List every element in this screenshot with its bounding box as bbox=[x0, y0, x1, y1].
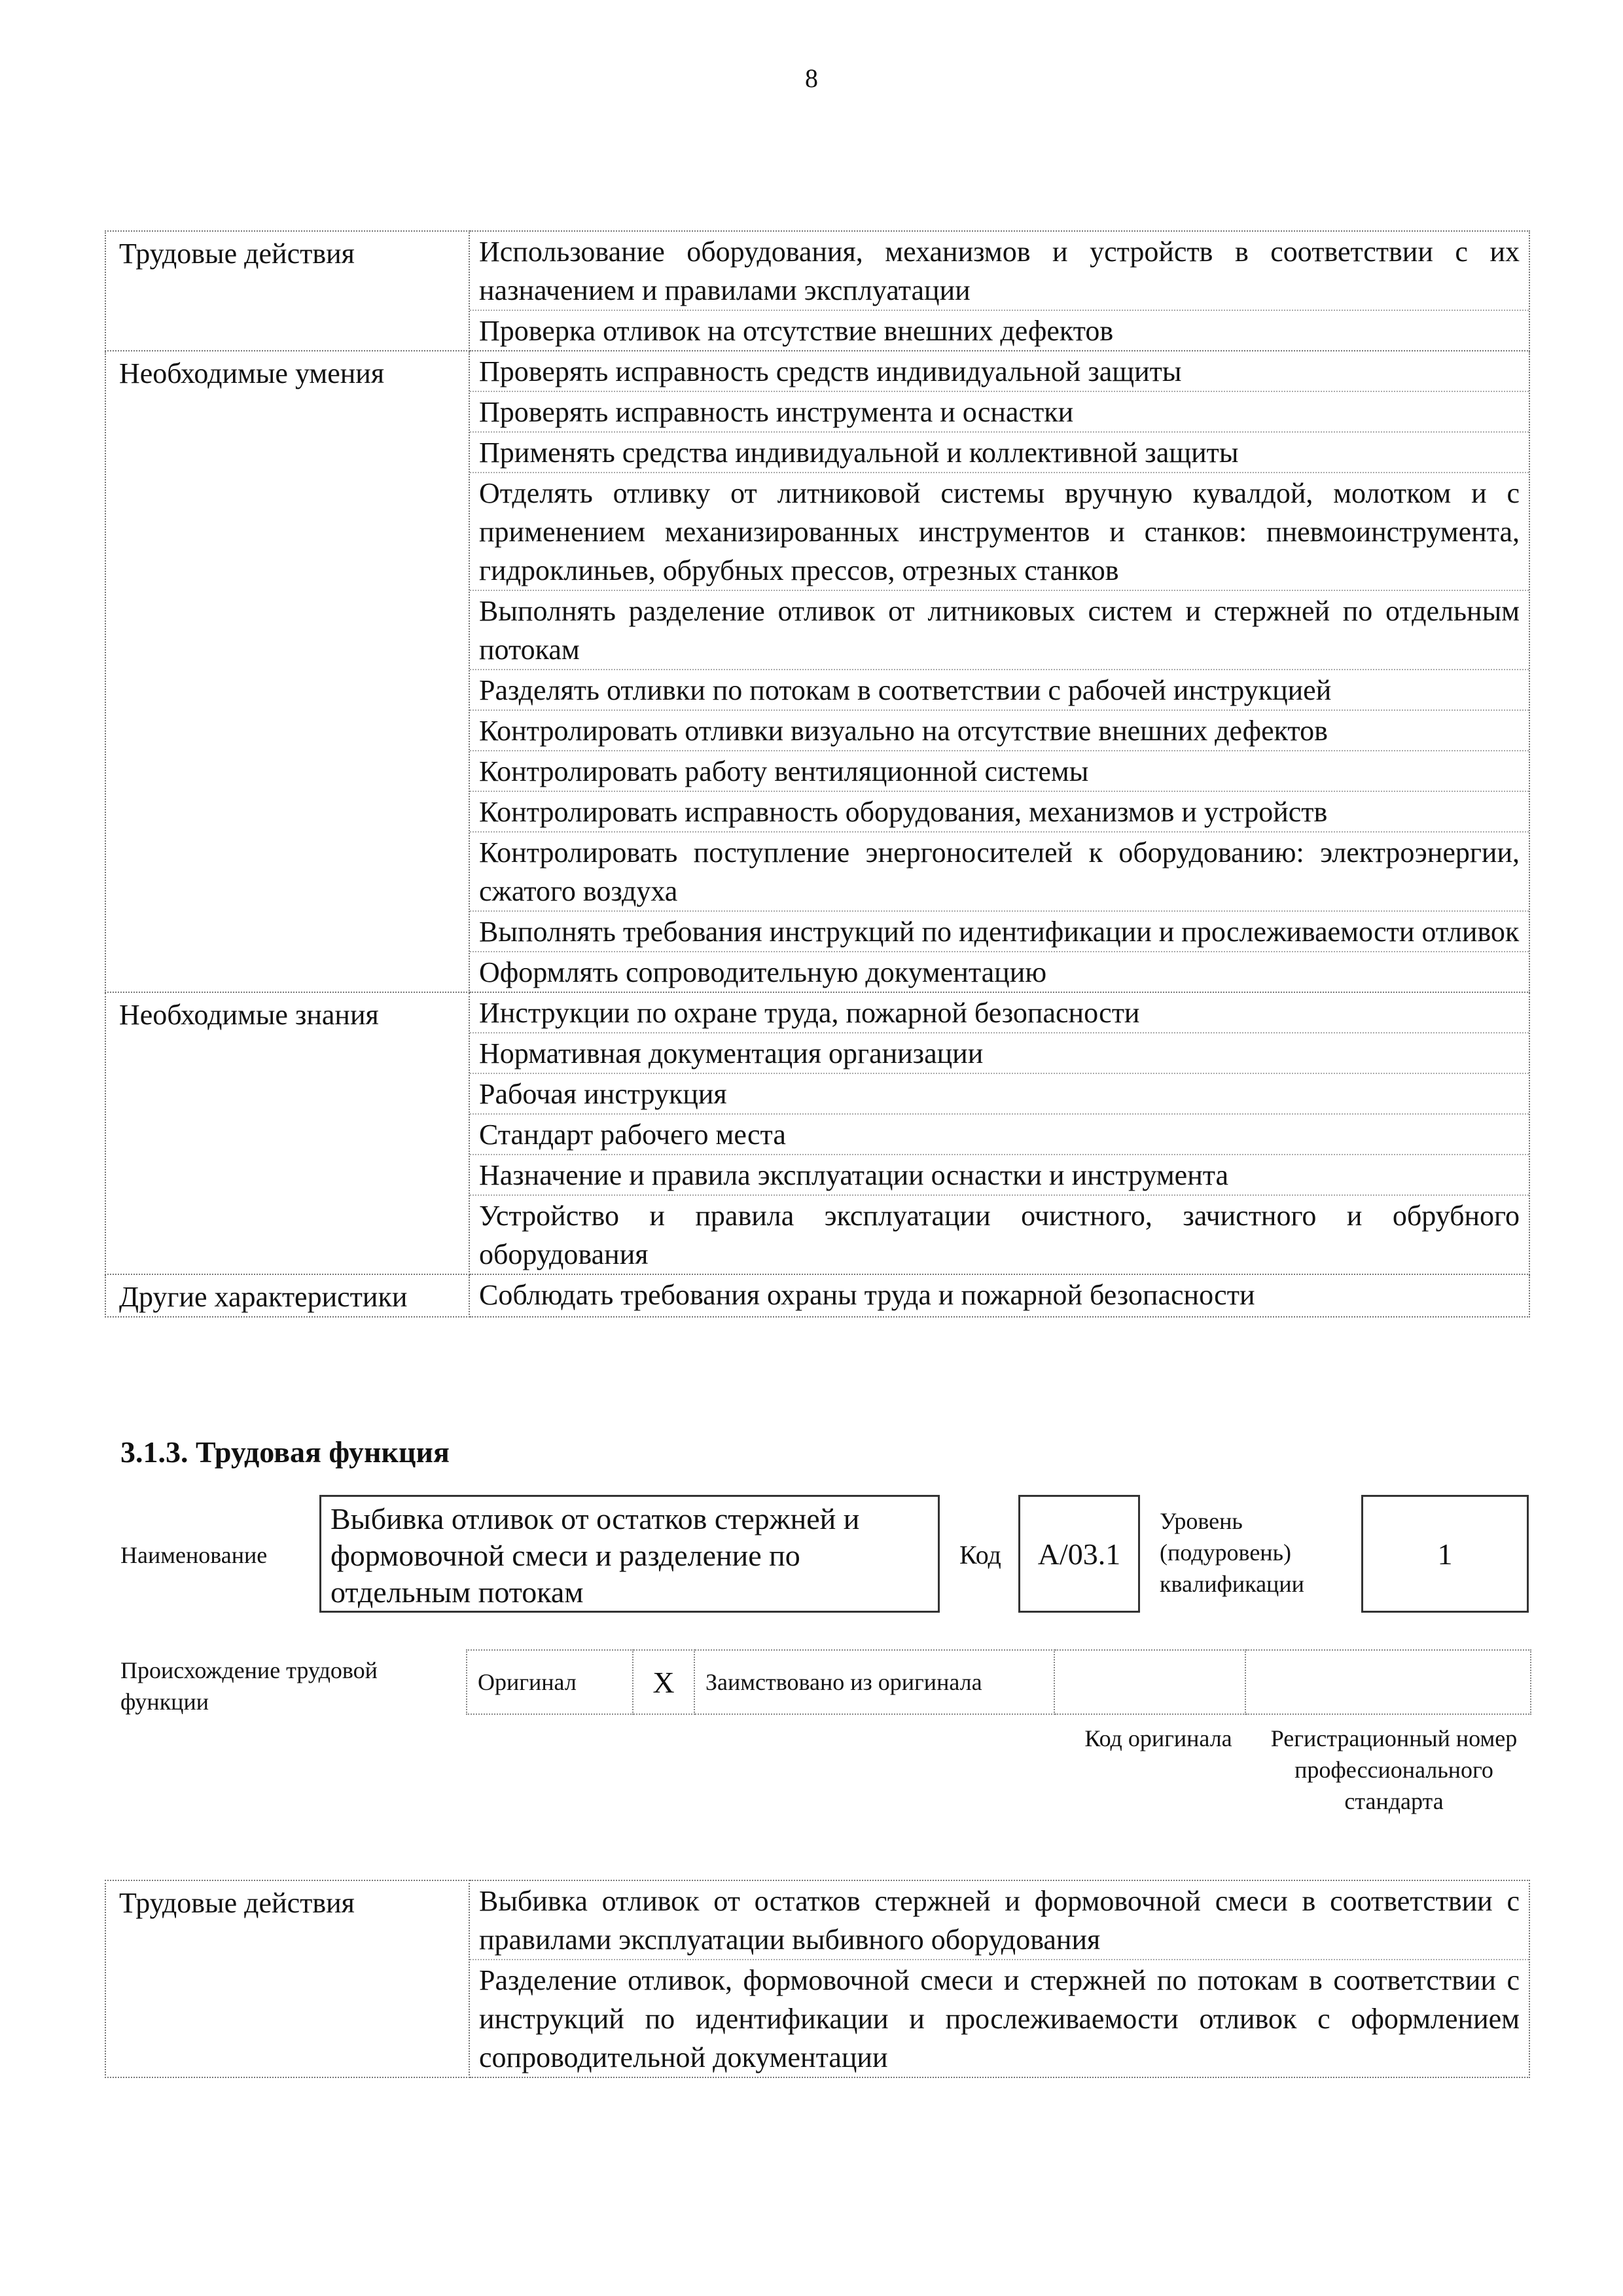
list-item: Разделение отливок, формовочной смеси и стержней по потокам в соответствии с инструкций по идентификации и прослеживаемости отливок с оформлением сопроводительной документации bbox=[479, 1964, 1520, 2073]
borrowed-cell: Заимствовано из оригинала bbox=[694, 1650, 1054, 1714]
original-mark: X bbox=[633, 1650, 694, 1714]
list-item: Оформлять сопроводительную документацию bbox=[479, 956, 1047, 988]
list-item: Использование оборудования, механизмов и устройств в соответствии с их назначением и правилами эксплуатации bbox=[470, 232, 1529, 311]
level-label: Уровень (подуровень) квалификации bbox=[1160, 1508, 1304, 1597]
list-item: Проверять исправность инструмента и оснастки bbox=[470, 392, 1529, 433]
list-item: Контролировать поступление энергоносителей к оборудованию: электроэнергии, сжатого воздуха bbox=[470, 833, 1529, 912]
page-number: 8 bbox=[805, 63, 818, 93]
list-item: Инструкции по охране труда, пожарной безопасности bbox=[470, 993, 1529, 1033]
list-item: Назначение и правила эксплуатации оснастки и инструмента bbox=[470, 1155, 1529, 1196]
list-item: Выполнять требования инструкций по идентификации и прослеживаемости отливок bbox=[470, 912, 1529, 952]
labor-function-table-2 bbox=[105, 1880, 1530, 2078]
list-item: Контролировать работу вентиляционной системы bbox=[470, 751, 1529, 792]
row-label: Трудовые действия bbox=[105, 231, 469, 351]
list-item: Нормативная документация организации bbox=[470, 1033, 1529, 1074]
table-row bbox=[105, 231, 1529, 351]
table-row bbox=[105, 1880, 1529, 2077]
list-item: Проверять исправность средств индивидуальной защиты bbox=[470, 351, 1529, 392]
section-title: 3.1.3. Трудовая функция bbox=[120, 1435, 450, 1469]
original-code-cell bbox=[1054, 1650, 1245, 1714]
labor-function-table-1 bbox=[105, 230, 1530, 1318]
list-item: Соблюдать требования охраны труда и пожарной безопасности bbox=[479, 1279, 1255, 1311]
function-name-box: Выбивка отливок от остатков стержней и формовочной смеси и разделение по отдельным потокам bbox=[319, 1495, 940, 1613]
table-row bbox=[105, 351, 1529, 992]
list-item: Проверка отливок на отсутствие внешних дефектов bbox=[479, 315, 1114, 347]
list-item: Стандарт рабочего места bbox=[470, 1115, 1529, 1155]
list-item: Применять средства индивидуальной и коллективной защиты bbox=[470, 433, 1529, 473]
original-cell: Оригинал bbox=[467, 1650, 633, 1714]
origin-table bbox=[466, 1649, 1531, 1715]
list-item: Контролировать отливки визуально на отсутствие внешних дефектов bbox=[470, 711, 1529, 751]
qualification-level-box: 1 bbox=[1361, 1495, 1529, 1613]
list-item: Отделять отливку от литниковой системы вручную кувалдой, молотком и с применением механизированных инструментов и станков: пневмоинструмента, гидроклиньев, обрубных прессов, отрезных станков bbox=[470, 473, 1529, 591]
code-original-caption: Код оригинала bbox=[1084, 1725, 1232, 1751]
registration-number-caption: Регистрационный номер профессионального стандарта bbox=[1270, 1725, 1518, 1814]
list-item: Выбивка отливок от остатков стержней и формовочной смеси в соответствии с правилами эксплуатации выбивного оборудования bbox=[470, 1881, 1529, 1960]
list-item: Выполнять разделение отливок от литниковых систем и стержней по отдельным потокам bbox=[470, 591, 1529, 670]
list-item: Контролировать исправность оборудования, механизмов и устройств bbox=[470, 792, 1529, 833]
table-row bbox=[105, 992, 1529, 1274]
list-item: Разделять отливки по потокам в соответствии с рабочей инструкцией bbox=[470, 670, 1529, 711]
row-label: Необходимые умения bbox=[105, 351, 469, 992]
row-label: Необходимые знания bbox=[105, 992, 469, 1274]
row-label: Трудовые действия bbox=[105, 1880, 469, 2077]
table-row bbox=[105, 1274, 1529, 1317]
row-label: Другие характеристики bbox=[105, 1274, 469, 1317]
list-item: Устройство и правила эксплуатации очистного, зачистного и обрубного оборудования bbox=[479, 1200, 1520, 1270]
function-code-box: A/03.1 bbox=[1018, 1495, 1140, 1613]
code-label: Код bbox=[959, 1540, 1001, 1570]
registration-number-cell bbox=[1245, 1650, 1531, 1714]
list-item: Рабочая инструкция bbox=[470, 1074, 1529, 1115]
origin-label: Происхождение трудовой функции bbox=[120, 1657, 378, 1715]
name-label: Наименование bbox=[120, 1542, 268, 1568]
